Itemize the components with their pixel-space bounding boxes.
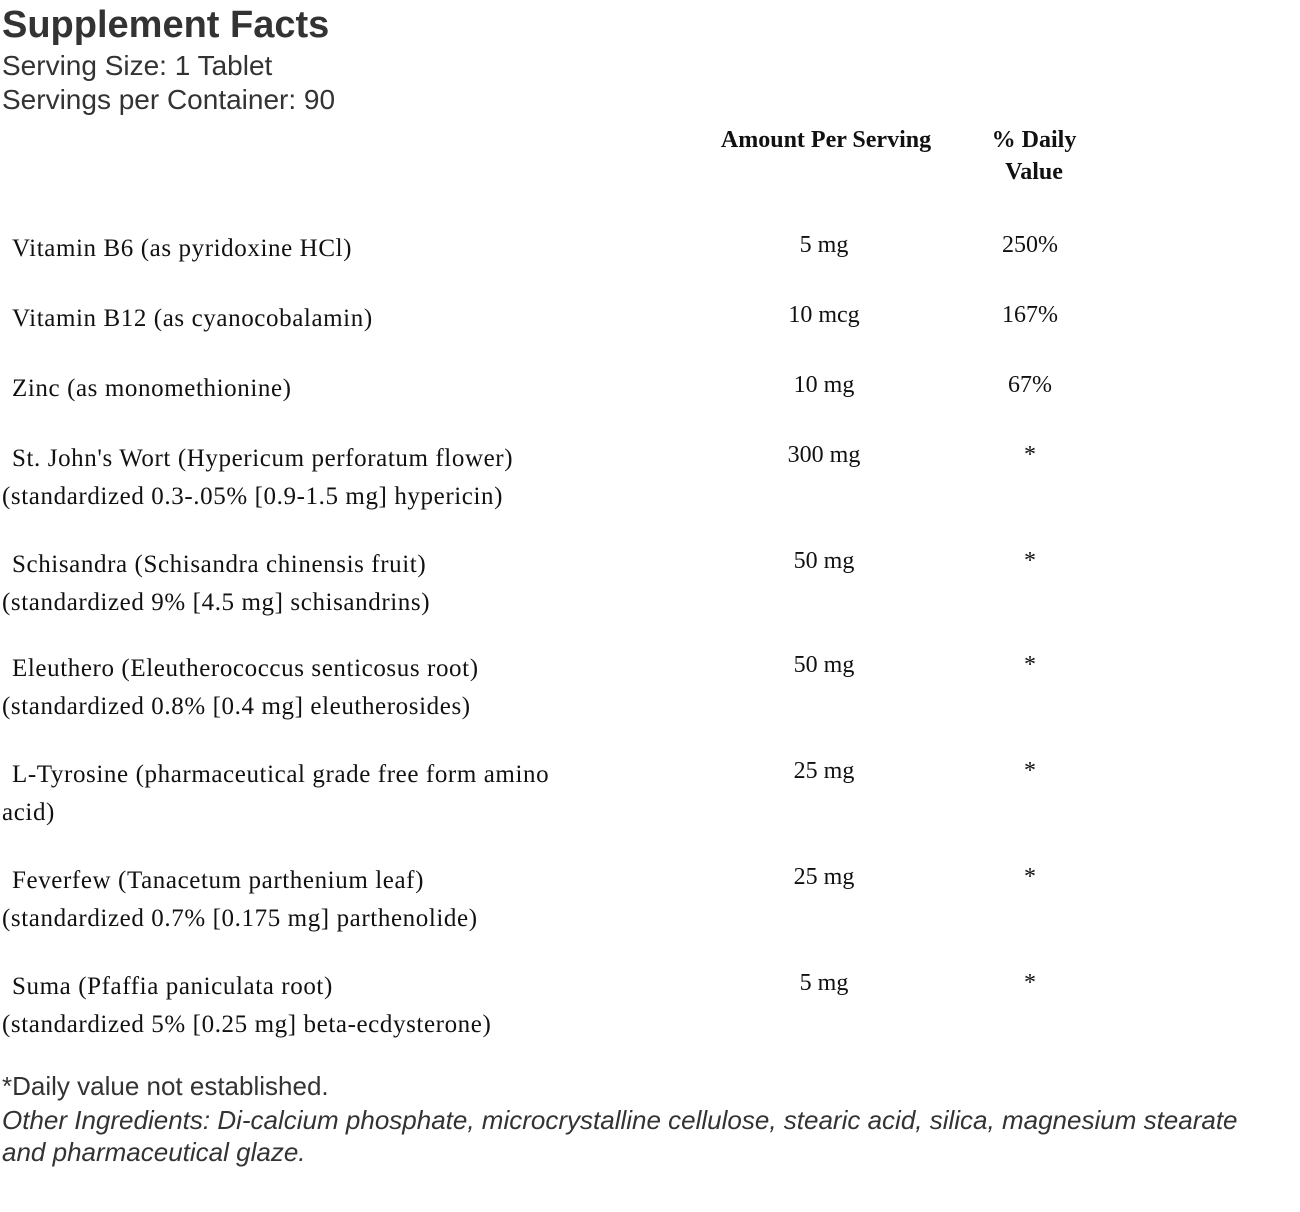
ingredient-daily-value: 167% xyxy=(1002,302,1058,328)
ingredient-amount: 25 mg xyxy=(793,758,855,784)
ingredient-amount: 50 mg xyxy=(793,652,855,678)
ingredient-detail: (standardized 5% [0.25 mg] beta-ecdysterone) xyxy=(2,1011,492,1038)
ingredient-name: Eleuthero (Eleutherococcus senticosus root) xyxy=(12,655,479,682)
ingredient-daily-value: * xyxy=(1024,758,1036,784)
ingredient-detail: (standardized 0.3-.05% [0.9-1.5 mg] hypericin) xyxy=(2,483,504,510)
ingredient-name: L-Tyrosine (pharmaceutical grade free form amino xyxy=(12,761,550,788)
ingredient-daily-value: 250% xyxy=(1002,232,1058,258)
ingredient-daily-value: * xyxy=(1024,442,1036,468)
ingredient-detail: (standardized 0.7% [0.175 mg] parthenolide) xyxy=(2,905,478,932)
ingredient-daily-value: * xyxy=(1024,970,1036,996)
ingredient-daily-value: * xyxy=(1024,652,1036,678)
daily-value-footnote: *Daily value not established. xyxy=(2,1071,329,1101)
ingredient-detail: acid) xyxy=(2,799,55,826)
ingredient-detail: (standardized 9% [4.5 mg] schisandrins) xyxy=(2,589,431,616)
ingredient-name: Zinc (as monomethionine) xyxy=(12,375,292,402)
page-title: Supplement Facts xyxy=(2,4,330,46)
ingredient-daily-value: * xyxy=(1024,548,1036,574)
ingredient-amount: 25 mg xyxy=(793,864,855,890)
serving-size: Serving Size: 1 Tablet xyxy=(2,50,273,81)
ingredient-daily-value: 67% xyxy=(1008,372,1052,398)
servings-per-container: Servings per Container: 90 xyxy=(2,84,336,115)
ingredient-amount: 300 mg xyxy=(787,442,861,468)
ingredient-name: Schisandra (Schisandra chinensis fruit) xyxy=(12,551,427,578)
ingredient-name: Vitamin B12 (as cyanocobalamin) xyxy=(12,305,373,332)
ingredient-detail: (standardized 0.8% [0.4 mg] eleutherosides) xyxy=(2,693,471,720)
ingredient-amount: 50 mg xyxy=(793,548,855,574)
column-header-amount: Amount Per Serving xyxy=(720,127,932,153)
ingredient-amount: 10 mg xyxy=(793,372,855,398)
ingredient-name: Feverfew (Tanacetum parthenium leaf) xyxy=(12,867,425,894)
ingredient-daily-value: * xyxy=(1024,864,1036,890)
column-header-daily-value: % Daily Value xyxy=(991,127,1077,185)
other-ingredients: Other Ingredients: Di-calcium phosphate, microcrystalline cellulose, stearic acid, silica, magnesium stearate and pharmaceutical glaze. xyxy=(2,1105,1238,1167)
ingredient-amount: 5 mg xyxy=(799,232,849,258)
ingredient-name: St. John's Wort (Hypericum perforatum flower) xyxy=(12,445,514,472)
ingredient-name: Vitamin B6 (as pyridoxine HCl) xyxy=(12,235,353,262)
ingredient-name: Suma (Pfaffia paniculata root) xyxy=(12,973,333,1000)
ingredient-amount: 10 mcg xyxy=(788,302,860,328)
ingredient-amount: 5 mg xyxy=(799,970,849,996)
